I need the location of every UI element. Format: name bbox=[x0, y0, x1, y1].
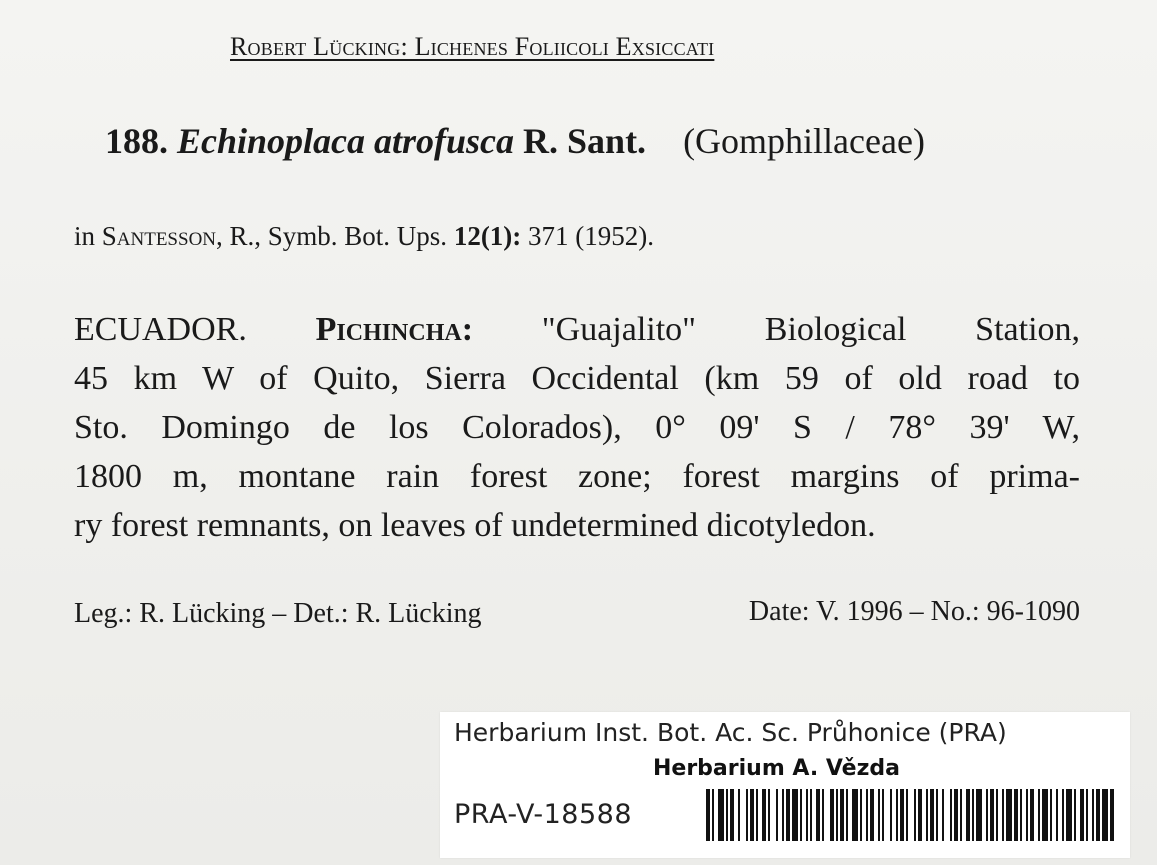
locality-line-3: Sto. Domingo de los Colorados), 0° 09' S / 78° 39' W, bbox=[74, 409, 1080, 446]
citation-author-rest: , R., Symb. Bot. Ups. bbox=[216, 221, 448, 251]
citation-author: Santesson bbox=[101, 221, 217, 251]
locality-text bbox=[74, 305, 1080, 550]
taxon-name: Echinoplaca atrofusca bbox=[177, 121, 515, 161]
locality-line-4: 1800 m, montane rain forest zone; forest margins of prima- bbox=[74, 458, 1080, 495]
date-number: Date: V. 1996 – No.: 96-1090 bbox=[748, 596, 1080, 627]
locality-line-2: 45 km W of Quito, Sierra Occidental (km 59 of old road to bbox=[74, 360, 1080, 397]
series-title: Robert Lücking: Lichenes Foliicoli Exsiccati bbox=[230, 32, 715, 61]
locality-line-5: ry forest remnants, on leaves of undetermined dicotyledon. bbox=[74, 507, 876, 544]
collector-determiner: Leg.: R. Lücking – Det.: R. Lücking bbox=[74, 598, 482, 629]
citation-prefix: in bbox=[74, 221, 96, 251]
herbarium-sticker bbox=[440, 712, 1130, 858]
species-heading bbox=[105, 120, 925, 162]
taxon-author: R. Sant. bbox=[523, 121, 647, 161]
barcode-icon bbox=[706, 789, 1114, 841]
citation-pages: 371 (1952). bbox=[528, 221, 655, 251]
specimen-number: 188. bbox=[105, 121, 168, 161]
specimen-code: PRA-V-18588 bbox=[454, 799, 633, 830]
country: ECUADOR. bbox=[74, 311, 247, 348]
locality-line-1 bbox=[74, 305, 1080, 354]
family-name: (Gomphillaceae) bbox=[683, 121, 925, 161]
herbarium-institution: Herbarium Inst. Bot. Ac. Sc. Průhonice (PRA) bbox=[454, 718, 1007, 747]
citation-volume: 12(1): bbox=[453, 221, 522, 251]
locality-line-1-rest: "Guajalito" Biological Station, bbox=[541, 311, 1081, 348]
herbarium-collection: Herbarium A. Vězda bbox=[653, 756, 901, 781]
province: Pichincha: bbox=[315, 311, 474, 348]
literature-citation bbox=[74, 221, 654, 252]
